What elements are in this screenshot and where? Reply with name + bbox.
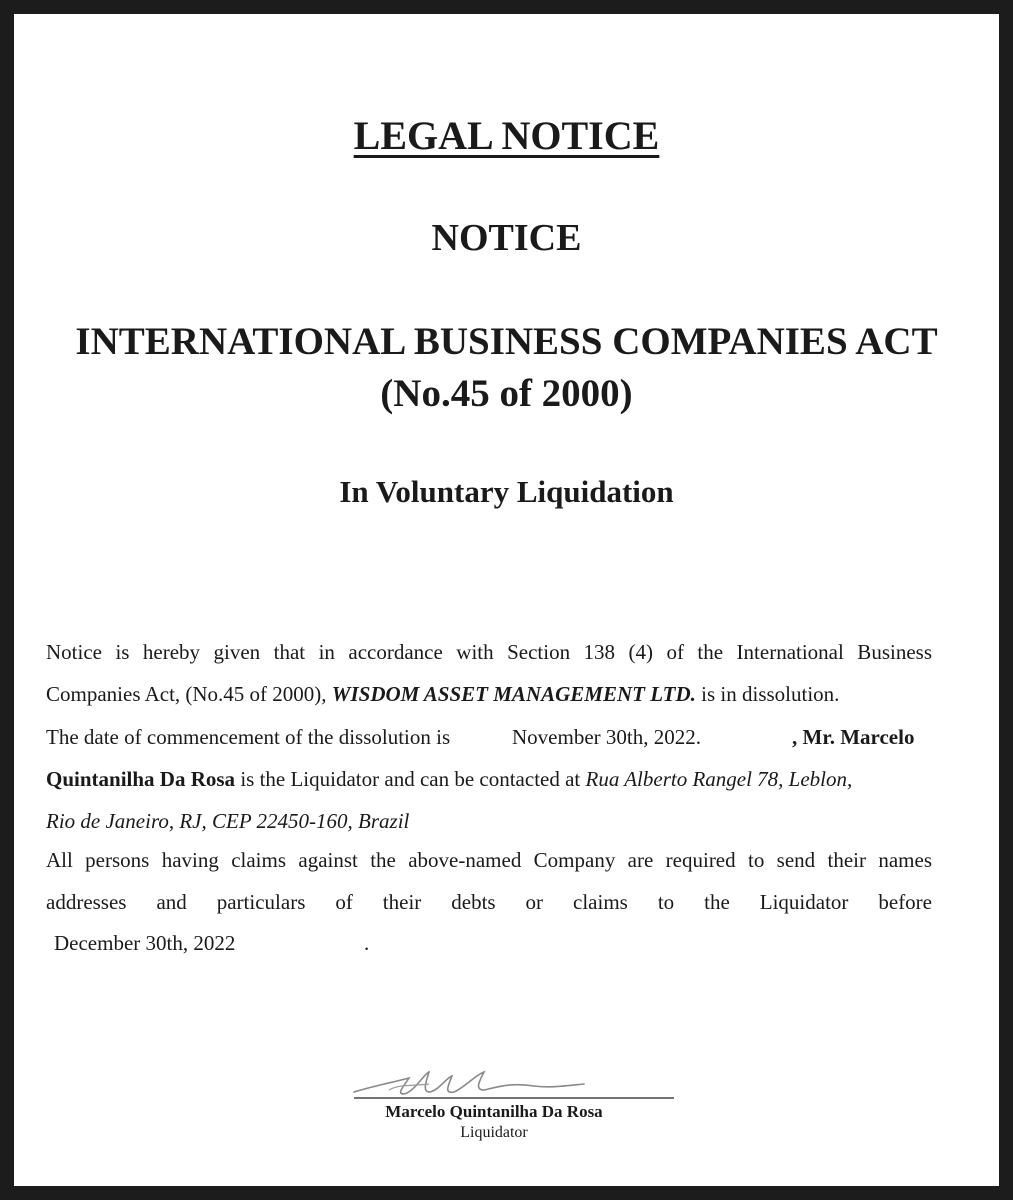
act-title-block bbox=[14, 316, 999, 420]
body-line-2-start: Companies Act, (No.45 of 2000), bbox=[46, 682, 332, 706]
liquidator-name-end: Quintanilha Da Rosa bbox=[46, 767, 236, 791]
liquidation-status: In Voluntary Liquidation bbox=[339, 474, 674, 509]
body-line-2 bbox=[46, 682, 839, 706]
body-line-2-end: is in dissolution. bbox=[695, 682, 840, 706]
notice-heading: LEGAL NOTICE bbox=[353, 113, 660, 158]
handwritten-signature bbox=[334, 1064, 674, 1104]
act-name: INTERNATIONAL BUSINESS COMPANIES ACT bbox=[75, 320, 938, 363]
deadline-date: December 30th, 2022 bbox=[54, 931, 236, 955]
deadline-period: . bbox=[364, 931, 370, 955]
signatory-name: Marcelo Quintanilha Da Rosa bbox=[385, 1102, 603, 1121]
body-line-6: All persons having claims against the above-named Company are required to send their names bbox=[46, 848, 932, 872]
contact-text: is the Liquidator and can be contacted at bbox=[235, 767, 586, 791]
signatory-title: Liquidator bbox=[460, 1124, 528, 1141]
body-line-8 bbox=[54, 931, 370, 955]
commencement-label: The date of commencement of the dissolution is bbox=[46, 725, 451, 749]
address-line-1: Rua Alberto Rangel 78, Leblon, bbox=[585, 767, 853, 791]
address-line-2: Rio de Janeiro, RJ, CEP 22450-160, Brazil bbox=[46, 809, 410, 833]
commencement-date: November 30th, 2022. bbox=[512, 725, 701, 749]
liquidator-name-start: , Mr. Marcelo bbox=[792, 725, 915, 749]
act-number: (No.45 of 2000) bbox=[380, 372, 633, 415]
company-name: WISDOM ASSET MANAGEMENT LTD. bbox=[331, 682, 696, 706]
body-line-4 bbox=[46, 767, 852, 791]
body-line-7: addresses and particulars of their debts or claims to the Liquidator before bbox=[46, 890, 932, 914]
notice-subheading: NOTICE bbox=[431, 217, 582, 259]
legal-notice-page bbox=[14, 14, 999, 1186]
body-line-1: Notice is hereby given that in accordance with Section 138 (4) of the International Business bbox=[46, 640, 932, 664]
signature-block bbox=[314, 1064, 674, 1174]
body-line-3 bbox=[46, 725, 915, 749]
